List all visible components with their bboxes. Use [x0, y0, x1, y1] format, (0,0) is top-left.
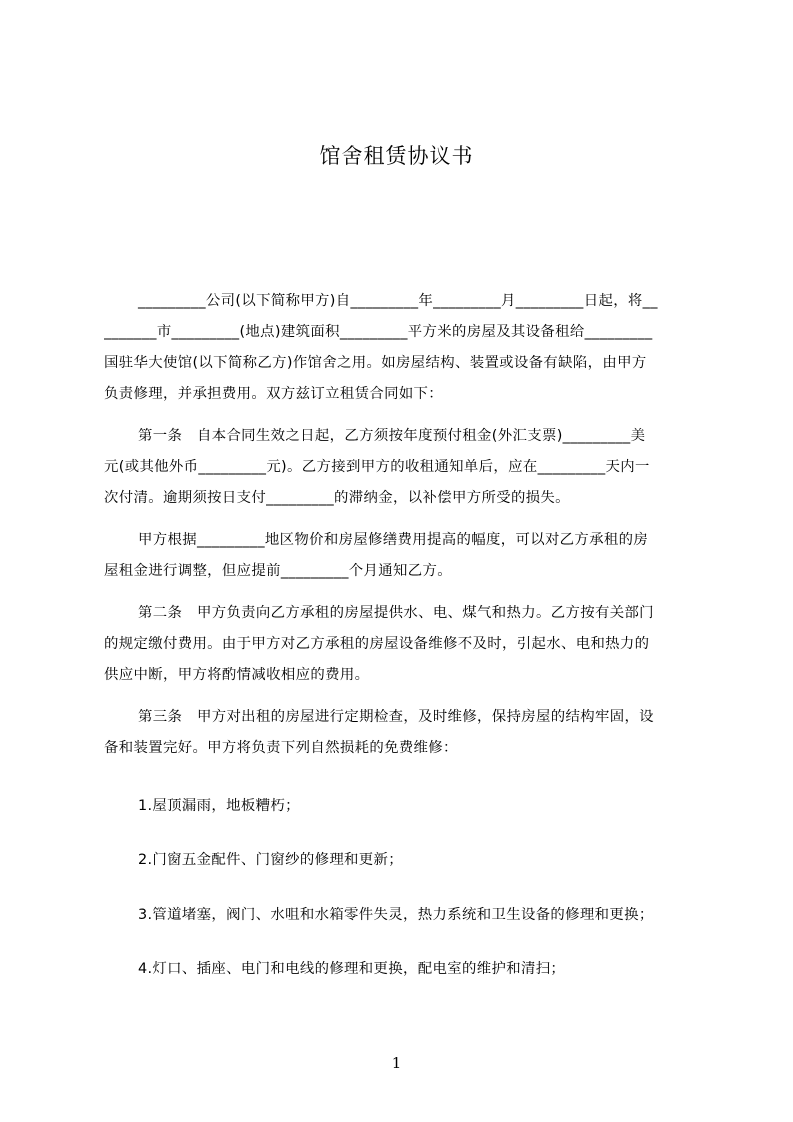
paragraph-line: 第二条 甲方负责向乙方承租的房屋提供水、电、煤气和热力。乙方按有关部门: [138, 605, 654, 621]
paragraph-article-3: [104, 702, 700, 764]
paragraph-line: _______市_________(地点)建筑面积_________平方米的房屋及其设备租给_________: [104, 324, 653, 340]
list-item-4: [104, 954, 700, 985]
paragraph-line: 负责修理，并承担费用。双方兹订立租赁合同如下：: [104, 386, 444, 402]
paragraph-article-2: [104, 598, 700, 691]
paragraph-line: 元(或其他外币_________元)。乙方接到甲方的收租通知单后，应在_________天内一: [104, 459, 650, 475]
paragraph-line: 第一条 自本合同生效之日起，乙方须按年度预付租金(外汇支票)_________美: [138, 428, 646, 444]
list-item-2: [104, 845, 700, 876]
paragraph-line: 第三条 甲方对出租的房屋进行定期检查，及时维修，保持房屋的结构牢固，设: [138, 709, 654, 725]
list-item: 1.屋顶漏雨，地板糟朽；: [138, 798, 300, 814]
paragraph-line: 的规定缴付费用。由于甲方对乙方承租的房屋设备维修不及时，引起水、电和热力的: [104, 636, 650, 652]
page-number: 1: [391, 1054, 402, 1072]
paragraph-article-1: [104, 421, 700, 514]
document-title: 馆舍租赁协议书: [319, 144, 474, 168]
paragraph-line: 供应中断，甲方将酌情减收相应的费用。: [104, 667, 370, 683]
paragraph-line: _________公司(以下简称甲方)自_________年_________月_________日起，将__: [138, 293, 658, 309]
list-item: 2.门窗五金配件、门窗纱的修理和更新；: [138, 852, 404, 868]
paragraph-rent-adjustment: [104, 525, 700, 587]
paragraph-line: 备和装置完好。甲方将负责下列自然损耗的免费维修：: [104, 740, 458, 756]
list-item-1: [104, 791, 700, 822]
list-item: 4.灯口、插座、电门和电线的修理和更换，配电室的维护和清扫；: [138, 961, 566, 977]
list-item-3: [104, 900, 700, 931]
paragraph-line: 次付清。逾期须按日支付_________的滞纳金，以补偿甲方所受的损失。: [104, 490, 570, 506]
paragraph-preamble: [104, 286, 700, 410]
list-item: 3.管道堵塞，阀门、水咀和水箱零件失灵，热力系统和卫生设备的修理和更换；: [138, 907, 654, 923]
paragraph-line: 屋租金进行调整，但应提前_________个月通知乙方。: [104, 563, 452, 579]
paragraph-line: 甲方根据_________地区物价和房屋修缮费用提高的幅度，可以对乙方承租的房: [138, 532, 649, 548]
paragraph-line: 国驻华大使馆(以下简称乙方)作馆舍之用。如房屋结构、装置或设备有缺陷，由甲方: [104, 355, 647, 371]
